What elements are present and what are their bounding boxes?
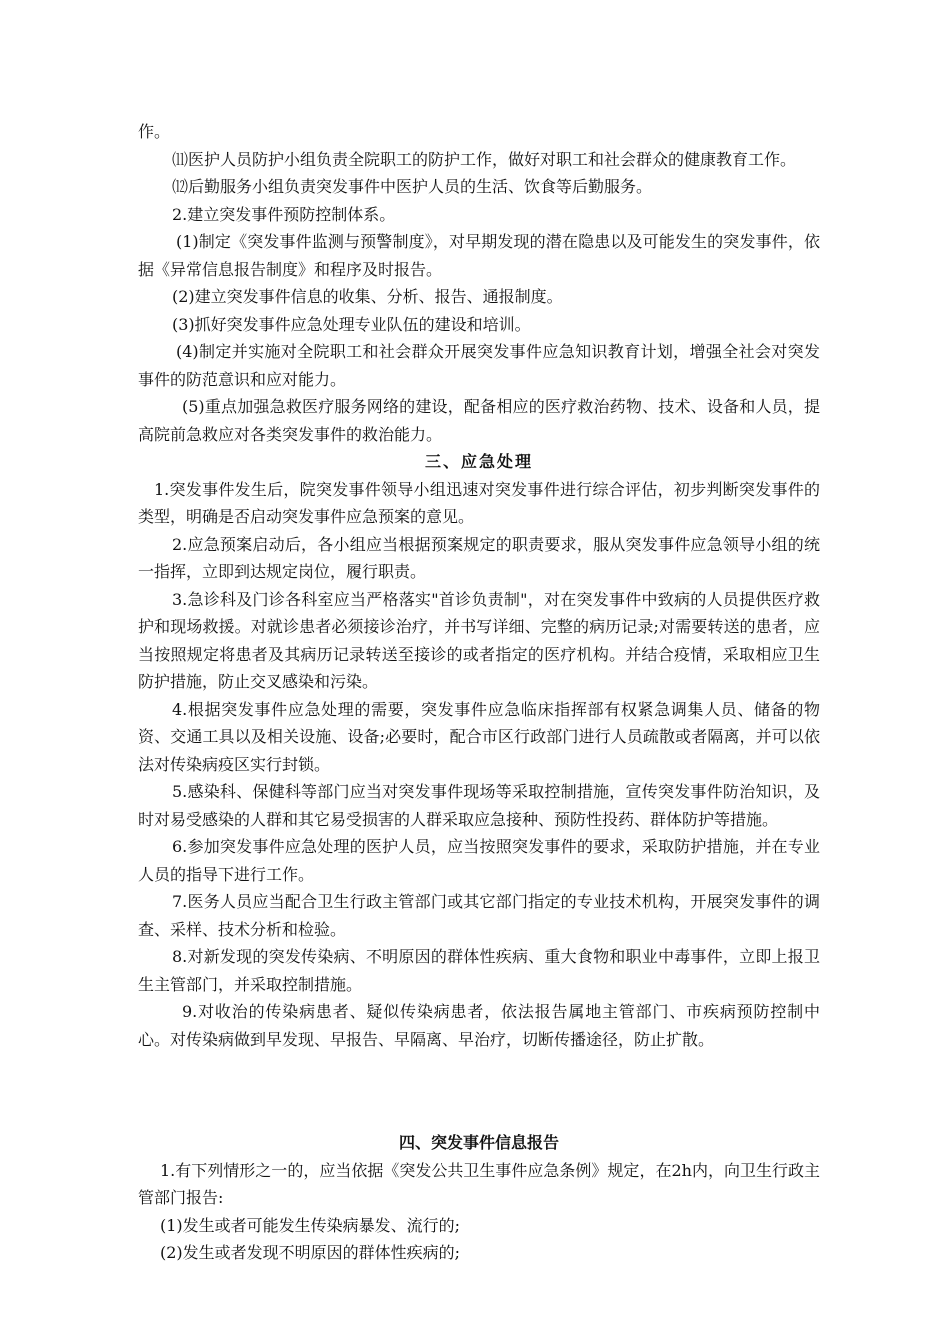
section-heading-emergency-handling: 三、应急处理 — [424, 452, 533, 471]
section3-item-3: 3.急诊科及门诊各科室应当严格落实"首诊负责制"，对在突发事件中致病的人员提供医疗救护和现场救援。对就诊患者必须接诊治疗，并书写详细、完整的病历记录;对需要转送的患者，应当按照规定将患者及其病历记录转送至接诊的或者指定的医疗机构。并结合疫情，采取相应卫生防护措施，防止交叉感染和污染。 — [138, 589, 820, 691]
paragraph-prevention-4: (4)制定并实施对全院职工和社会群众开展突发事件应急知识教育计划，增强全社会对突发事件的防范意识和应对能力。 — [138, 342, 820, 389]
section3-item-2: 2.应急预案启动后，各小组应当根据预案规定的职责要求，服从突发事件应急领导小组的统一指挥，立即到达规定岗位，履行职责。 — [138, 534, 820, 581]
section3-item-5: 5.感染科、保健科等部门应当对突发事件现场等采取控制措施，宣传突发事件防治知识，及时对易受感染的人群和其它易受损害的人群采取应急接种、预防性投药、群体防护等措施。 — [138, 782, 820, 829]
paragraph-prevention-system: 2.建立突发事件预防控制体系。 — [172, 204, 396, 224]
section3-item-8: 8.对新发现的突发传染病、不明原因的群体性疾病、重大食物和职业中毒事件，立即上报卫生主管部门，并采取控制措施。 — [138, 947, 820, 994]
paragraph-item-11: ⑾医护人员防护小组负责全院职工的防护工作，做好对职工和社会群众的健康教育工作。 — [172, 149, 797, 169]
paragraph-prevention-3: (3)抓好突发事件应急处理专业队伍的建设和培训。 — [172, 314, 531, 334]
paragraph-prevention-2: (2)建立突发事件信息的收集、分析、报告、通报制度。 — [172, 287, 563, 306]
section3-item-1: 1.突发事件发生后，院突发事件领导小组迅速对突发事件进行综合评估，初步判断突发事件的类型，明确是否启动突发事件应急预案的意见。 — [138, 479, 820, 526]
paragraph-item-12: ⑿后勤服务小组负责突发事件中医护人员的生活、饮食等后勤服务。 — [172, 177, 653, 196]
section4-sub-item-1: (1)发生或者可能发生传染病暴发、流行的; — [160, 1215, 461, 1235]
paragraph-continuation: 作。 — [138, 122, 171, 141]
section3-item-6: 6.参加突发事件应急处理的医护人员，应当按照突发事件的要求，采取防护措施，并在专业人员的指导下进行工作。 — [138, 837, 820, 884]
section3-item-7: 7.医务人员应当配合卫生行政主管部门或其它部门指定的专业技术机构，开展突发事件的调查、采样、技术分析和检验。 — [138, 892, 820, 939]
paragraph-prevention-1: (1)制定《突发事件监测与预警制度》，对早期发现的潜在隐患以及可能发生的突发事件，依据《异常信息报告制度》和程序及时报告。 — [138, 232, 820, 279]
section4-sub-item-2: (2)发生或者发现不明原因的群体性疾病的; — [160, 1243, 461, 1262]
section4-item-1: 1.有下列情形之一的，应当依据《突发公共卫生事件应急条例》规定，在2h内，向卫生行政主管部门报告: — [138, 1160, 820, 1207]
section-heading-information-report: 四、突发事件信息报告 — [398, 1133, 559, 1152]
document-page — [138, 118, 820, 1267]
paragraph-prevention-5: (5)重点加强急救医疗服务网络的建设，配备相应的医疗救治药物、技术、设备和人员，提高院前急救应对各类突发事件的救治能力。 — [138, 397, 820, 444]
blank-gap — [138, 1053, 820, 1129]
section3-item-9: 9.对收治的传染病患者、疑似传染病患者，依法报告属地主管部门、市疾病预防控制中心。对传染病做到早发现、早报告、早隔离、早治疗，切断传播途径，防止扩散。 — [138, 1002, 820, 1049]
section3-item-4: 4.根据突发事件应急处理的需要，突发事件应急临床指挥部有权紧急调集人员、储备的物资、交通工具以及相关设施、设备;必要时，配合市区行政部门进行人员疏散或者隔离，并可以依法对传染病疫区实行封锁。 — [138, 699, 820, 774]
